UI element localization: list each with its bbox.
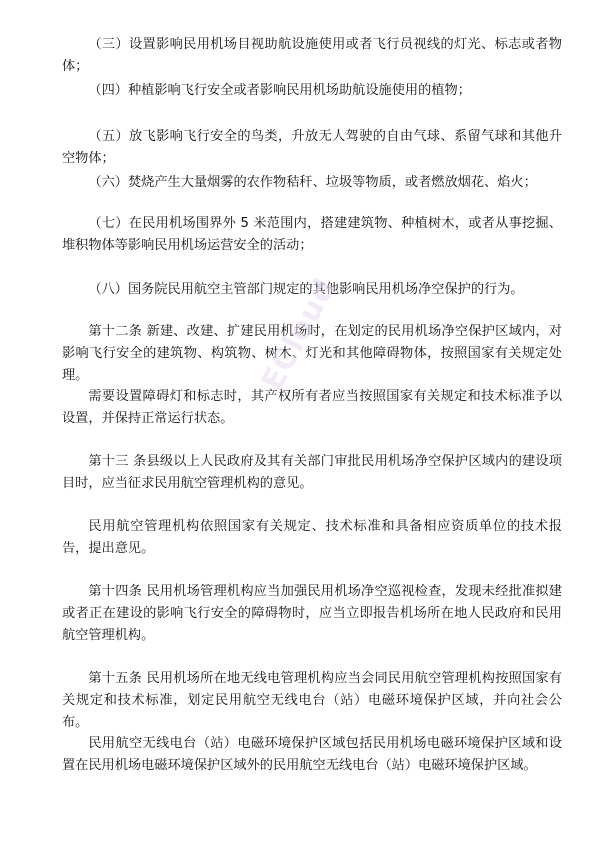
paragraph-item-3: （三）设置影响民用机场目视助航设施使用或者飞行员视线的灯光、标志或者物体；: [62, 37, 562, 74]
paragraph-item-5: （五）放飞影响飞行安全的鸟类，升放无人驾驶的自由气球、系留气球和其他升空物体；: [62, 129, 562, 166]
watermark-logo: ECloud: [255, 272, 344, 397]
paragraph-item-6: （六）焚烧产生大量烟雾的农作物秸秆、垃圾等物质，或者燃放烟花、焰火；: [88, 175, 537, 190]
article-13: 第十三 条县级以上人民政府及其有关部门审批民用机场净空保护区域内的建设项目时，应当征求民用航空管理机构的意见。: [62, 454, 562, 491]
article-12: 第十二条 新建、改建、扩建民用机场时，在划定的民用机场净空保护区域内，对影响飞行安全的建筑物、构筑物、树木、灯光和其他障碍物体，按照国家有关规定处理。: [62, 324, 562, 383]
article-14: 第十四条 民用机场管理机构应当加强民用机场净空巡视检查，发现未经批准拟建或者正在建设的影响飞行安全的障碍物时，应当立即报告机场所在地人民政府和民用航空管理机构。: [62, 584, 562, 643]
paragraph-item-7: （七）在民用机场围界外 5 米范围内，搭建建筑物、种植树木，或者从事挖掘、堆积物体等影响民用机场运营安全的活动；: [62, 216, 562, 253]
article-13-paragraph-2: 民用航空管理机构依照国家有关规定、技术标准和具备相应资质单位的技术报告，提出意见。: [62, 519, 562, 556]
article-15-paragraph-2: 民用航空无线电台（站）电磁环境保护区域包括民用机场电磁环境保护区域和设置在民用机场电磁环境保护区域外的民用航空无线电台（站）电磁环境保护区域。: [62, 736, 562, 773]
article-12-paragraph-2: 需要设置障碍灯和标志时，其产权所有者应当按照国家有关规定和技术标准予以设置，并保持正常运行状态。: [62, 389, 562, 426]
paragraph-item-8: （八）国务院民用航空主管部门规定的其他影响民用机场净空保护的行为。: [88, 282, 524, 297]
article-15: 第十五条 民用机场所在地无线电管理机构应当会同民用航空管理机构按照国家有关规定和技术标准，划定民用航空无线电台（站）电磁环境保护区域，并向社会公布。: [62, 671, 562, 730]
paragraph-item-4: （四）种植影响飞行安全或者影响民用机场助航设施使用的植物；: [88, 83, 471, 98]
